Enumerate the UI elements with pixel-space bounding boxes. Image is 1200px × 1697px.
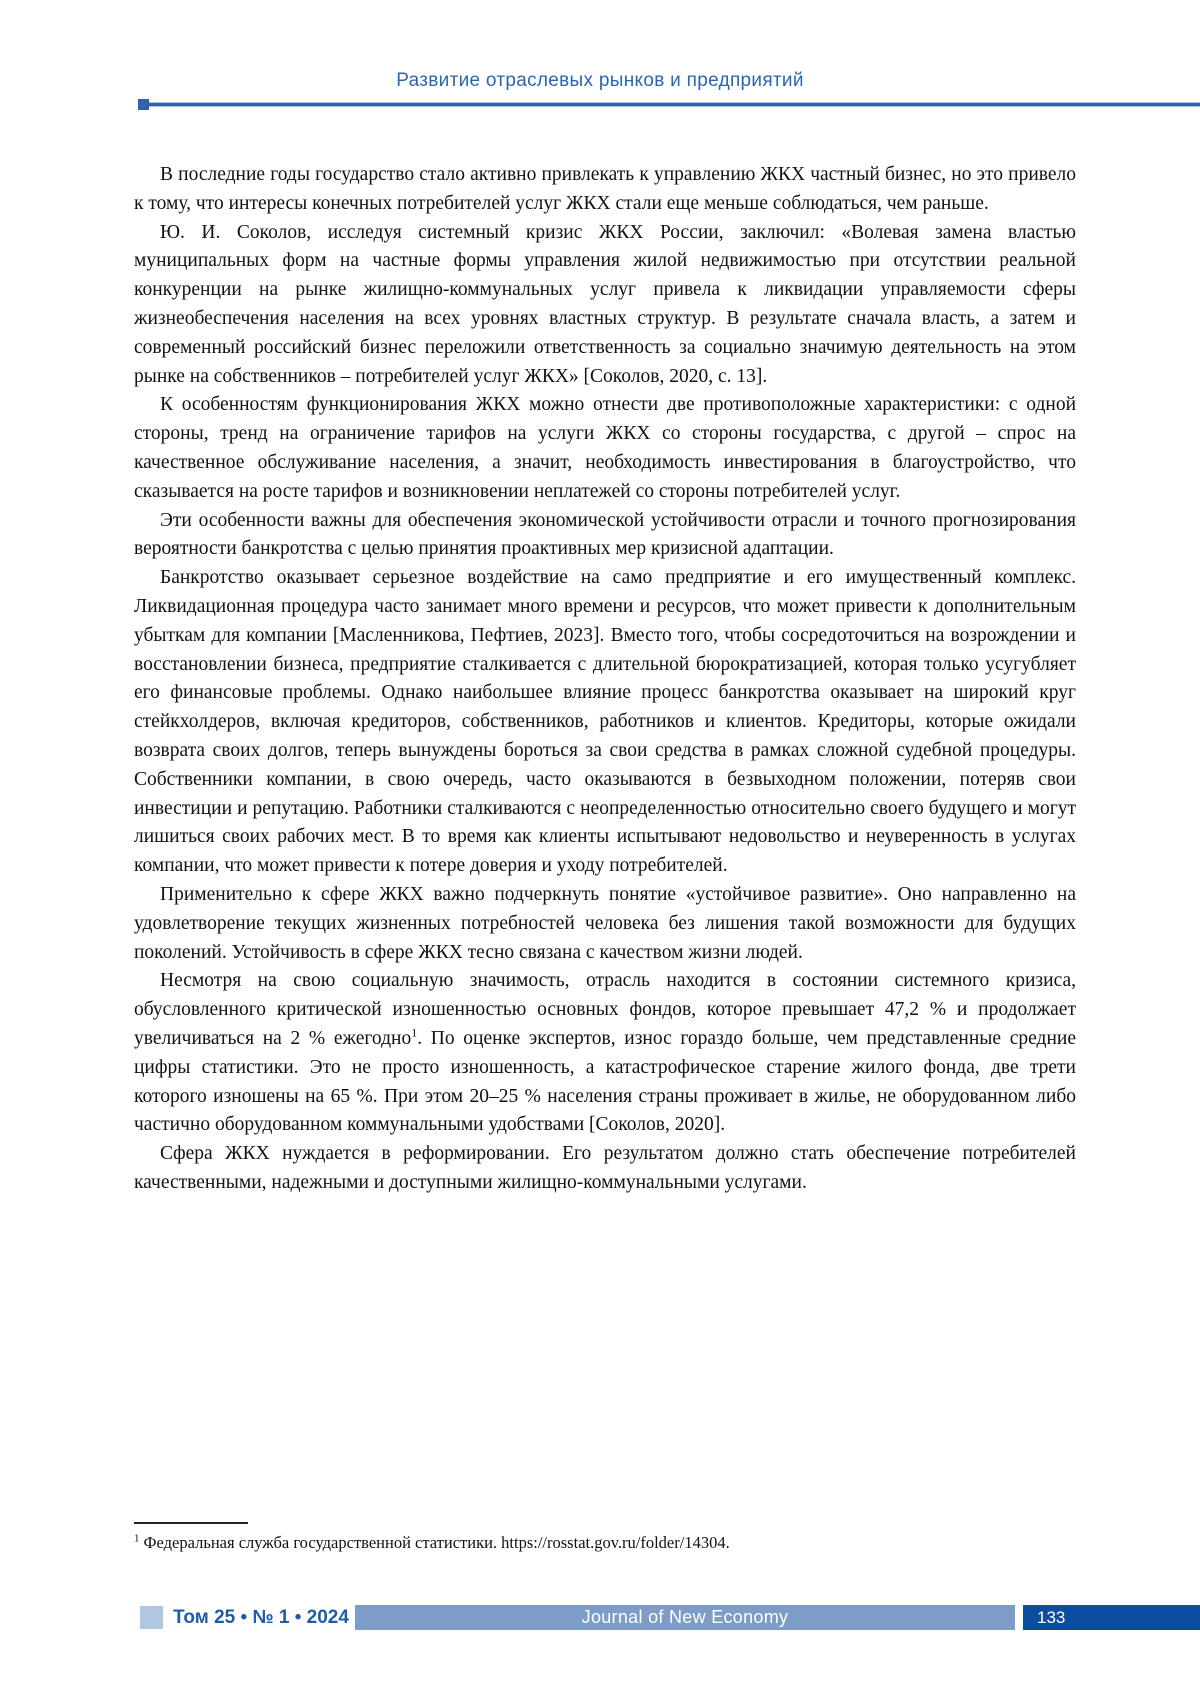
paragraph: Эти особенности важны для обеспечения экономической устойчивости отрасли и точного прогнозирования вероятности банкротства с целью принятия проактивных мер кризисной адаптации. — [134, 509, 1076, 560]
footnote-mark: 1 — [134, 1532, 140, 1545]
volume-issue-label: Том 25 • № 1 • 2024 — [173, 1607, 349, 1628]
footer-accent-square — [140, 1606, 163, 1629]
paragraph: Банкротство оказывает серьезное воздействие на само предприятие и его имущественный комплекс. Ликвидационная процедура часто занимает много времени и ресурсов, что может привести к дополнительным убыткам для компании [Масленникова, Пефтиев, 2023]. Вместо того, чтобы сосредоточиться на возрождении и восстановлении бизнеса, предприятие сталкивается с длительной бюрократизацией, которая только усугубляет его финансовые проблемы. Однако наибольшее влияние процесс банкротства оказывает на широкий круг стейкхолдеров, включая кредиторов, собственников, работников и клиентов. Кредиторы, которые ожидали возврата своих долгов, теперь вынуждены бороться за свои средства в рамках сложной судебной процедуры. Собственники компании, в свою очередь, часто оказываются в безвыходном положении, потеряв свои инвестиции и репутацию. Работники сталкиваются с неопределенностью относительно своего будущего и могут лишиться своих рабочих мест. В то время как клиенты испытывают недовольство и неуверенность в услугах компании, что может привести к потере доверия и уходу потребителей. — [134, 567, 1076, 877]
page-number-box — [1023, 1605, 1200, 1630]
footnote-separator-rule — [134, 1522, 248, 1524]
journal-name: Journal of New Economy — [581, 1607, 789, 1627]
paragraph-text: . По оценке экспертов, износ гораздо больше, чем представленные средние цифры статистики. Это не просто изношенность, а катастрофическое старение жилого фонда, две трети которого изношены на 65 %. При этом 20–25 % населения страны проживает в жилье, не оборудованном либо частично оборудованном коммунальными удобствами [Соколов, 2020]. — [134, 1027, 1076, 1136]
paragraph: Ю. И. Соколов, исследуя системный кризис ЖКХ России, заключил: «Волевая замена властью муниципальных форм на частные формы управления жилой недвижимостью при отсутствии реальной конкуренции на рынке жилищно-коммунальных услуг привела к ликвидации управляемости сферы жизнеобеспечения населения на всех уровнях властных структур. В результате сначала власть, а затем и современный российский бизнес переложили ответственность за социально значимую деятельность на этом рынке на собственников – потребителей услуг ЖКХ» [Соколов, 2020, с. 13]. — [134, 221, 1076, 387]
header-rule — [146, 103, 1200, 106]
footnote-reference-mark: 1 — [411, 1025, 418, 1040]
paragraph: Сфера ЖКХ нуждается в реформировании. Его результатом должно стать обеспечение потребителей качественными, надежными и доступными жилищно-коммунальными услугами. — [134, 1143, 1076, 1193]
page-number: 133 — [1037, 1608, 1066, 1627]
article-body — [134, 161, 1076, 1521]
footnote-area — [134, 1522, 1076, 1554]
footnote-text: Федеральная служба государственной статистики. https://rosstat.gov.ru/folder/14304. — [143, 1533, 730, 1552]
header-rule-square-decoration — [138, 99, 149, 110]
page-footer — [0, 1604, 1200, 1631]
journal-name-bar — [355, 1605, 1015, 1630]
paragraph — [134, 967, 1076, 1140]
paragraph: В последние годы государство стало активно привлекать к управлению ЖКХ частный бизнес, но это привело к тому, что интересы конечных потребителей услуг ЖКХ стали еще меньше соблюдаться, чем раньше. — [134, 164, 1076, 214]
running-head-section-title: Развитие отраслевых рынков и предприятий — [396, 70, 804, 91]
paragraph-text: Несмотря на свою социальную значимость, отрасль находится в состоянии системного кризиса, обусловленного критической изношенностью основных фондов, которое превышает 47,2 % и продолжает увеличиваться на 2 % ежегодно — [134, 970, 1076, 1049]
paragraph: К особенностям функционирования ЖКХ можно отнести две противоположные характеристики: с одной стороны, тренд на ограничение тарифов на услуги ЖКХ со стороны государства, с другой – спрос на качественное обслуживание населения, а значит, необходимость инвестирования в благоустройство, что сказывается на росте тарифов и возникновении неплатежей со стороны потребителей услуг. — [134, 394, 1076, 502]
footnote — [134, 1532, 1076, 1554]
paragraph: Применительно к сфере ЖКХ важно подчеркнуть понятие «устойчивое развитие». Оно направленно на удовлетворение текущих жизненных потребностей человека без лишения такой возможности для будущих поколений. Устойчивость в сфере ЖКХ тесно связана с качеством жизни людей. — [134, 883, 1076, 963]
